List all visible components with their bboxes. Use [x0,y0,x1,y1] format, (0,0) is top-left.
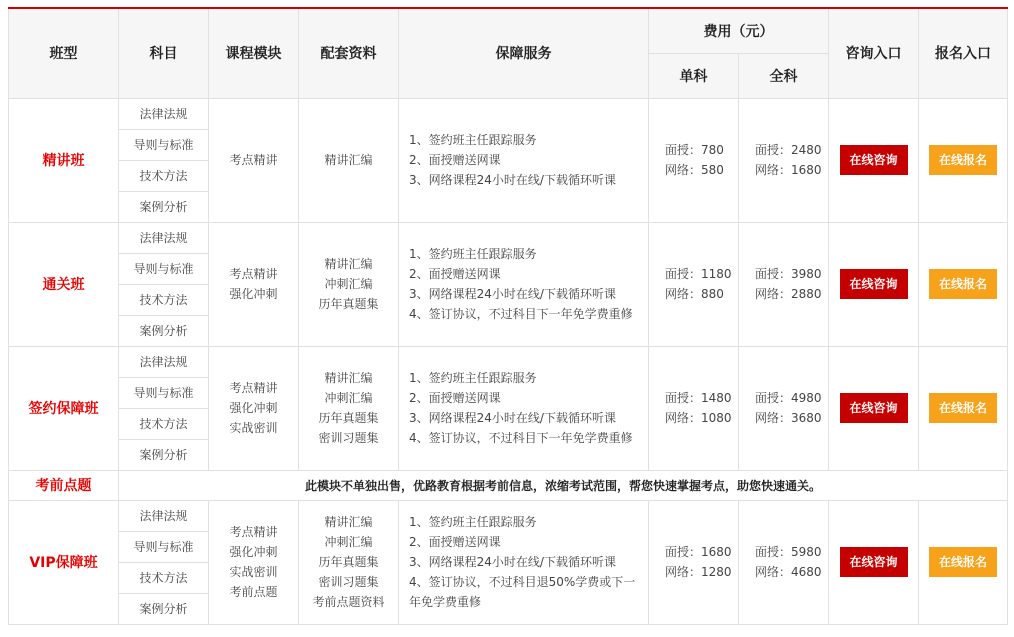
service-item: 年免学费重修 [409,595,482,609]
enroll-cell [919,500,1008,624]
price-line: 网络：2880 [755,287,822,301]
material-item: 精讲汇编 [324,257,373,271]
consult-cell [829,98,919,222]
enroll-cell [919,98,1008,222]
subject-item: 技术方法 [119,161,208,192]
header-class-type: 班型 [9,8,119,98]
service-item: 4、签订协议，不过科目下一年免学费重修 [409,307,633,321]
service-list [399,98,649,222]
module-item: 强化冲刺 [229,545,278,559]
header-fee: 费用（元） [649,8,829,53]
subject-item: 导则与标准 [119,378,208,409]
subject-item: 技术方法 [119,285,208,316]
service-list [399,222,649,346]
material-item: 精讲汇编 [324,153,373,167]
consult-button[interactable]: 在线咨询 [840,145,908,175]
header-consult: 咨询入口 [829,8,919,98]
service-item: 2、面授赠送网课 [409,391,501,405]
consult-button[interactable]: 在线咨询 [840,393,908,423]
price-line: 网络：580 [665,163,724,177]
consult-cell [829,500,919,624]
price-line: 网络：1080 [665,411,732,425]
header-service: 保障服务 [399,8,649,98]
enroll-button[interactable]: 在线报名 [929,547,997,577]
enroll-cell [919,346,1008,470]
enroll-button[interactable]: 在线报名 [929,269,997,299]
all-price [739,346,829,470]
price-line: 网络：1280 [665,565,732,579]
enroll-cell [919,222,1008,346]
table-body [9,98,1008,624]
header-enroll: 报名入口 [919,8,1008,98]
price-line: 面授：5980 [755,545,822,559]
special-row [9,470,1008,500]
service-item: 4、签订协议，不过科目退50%学费或下一 [409,575,636,589]
single-price [649,500,739,624]
subject-item: 案例分析 [139,199,188,214]
consult-button[interactable]: 在线咨询 [840,547,908,577]
subject-list [119,500,209,624]
price-line: 面授：4980 [755,391,822,405]
service-list [399,500,649,624]
consult-cell [829,346,919,470]
table-row [9,500,1008,624]
service-item: 3、网络课程24小时在线/下载循环听课 [409,173,616,187]
class-name: VIP保障班 [9,500,119,624]
header-materials: 配套资料 [299,8,399,98]
subject-item: 法律法规 [119,347,208,378]
price-line: 网络：3680 [755,411,822,425]
material-item: 精讲汇编 [324,515,373,529]
single-price [649,222,739,346]
price-line: 面授：1680 [665,545,732,559]
single-price [649,346,739,470]
price-line: 面授：780 [665,143,724,157]
module-list [209,222,299,346]
module-item: 强化冲刺 [229,401,278,415]
table-row [9,222,1008,346]
all-price [739,222,829,346]
price-line: 网络：1680 [755,163,822,177]
course-price-table [8,7,1008,625]
service-item: 4、签订协议，不过科目下一年免学费重修 [409,431,633,445]
material-item: 密训习题集 [318,431,379,445]
consult-button[interactable]: 在线咨询 [840,269,908,299]
material-item: 历年真题集 [318,555,379,569]
subject-item: 案例分析 [139,601,188,616]
module-item: 实战密训 [229,565,278,579]
material-item: 精讲汇编 [324,371,373,385]
class-name: 通关班 [9,222,119,346]
service-item: 2、面授赠送网课 [409,153,501,167]
service-item: 3、网络课程24小时在线/下载循环听课 [409,555,616,569]
module-item: 考点精讲 [229,525,278,539]
header-subject: 科目 [119,8,209,98]
subject-item: 导则与标准 [119,532,208,563]
single-price [649,98,739,222]
material-item: 冲刺汇编 [324,277,373,291]
table-row [9,98,1008,222]
subject-item: 导则与标准 [119,130,208,161]
module-list [209,500,299,624]
header-single: 单科 [649,53,739,98]
subject-item: 案例分析 [139,323,188,338]
consult-cell [829,222,919,346]
material-item: 密训习题集 [318,575,379,589]
material-item: 冲刺汇编 [324,535,373,549]
service-item: 3、网络课程24小时在线/下载循环听课 [409,287,616,301]
subject-item: 法律法规 [119,501,208,532]
subject-item: 技术方法 [119,409,208,440]
service-item: 1、签约班主任跟踪服务 [409,133,537,147]
service-item: 3、网络课程24小时在线/下载循环听课 [409,411,616,425]
materials-list [299,500,399,624]
subject-item: 导则与标准 [119,254,208,285]
module-item: 实战密训 [229,421,278,435]
materials-list [299,222,399,346]
price-line: 网络：4680 [755,565,822,579]
module-list [209,346,299,470]
module-item: 考点精讲 [229,267,278,281]
class-name: 签约保障班 [9,346,119,470]
service-item: 2、面授赠送网课 [409,267,501,281]
special-class-name: 考前点题 [9,470,119,500]
module-list [209,98,299,222]
material-item: 冲刺汇编 [324,391,373,405]
service-item: 1、签约班主任跟踪服务 [409,371,537,385]
header-module: 课程模块 [209,8,299,98]
subject-item: 案例分析 [139,447,188,462]
subject-list [119,98,209,222]
header-all: 全科 [739,53,829,98]
subject-item: 法律法规 [119,99,208,130]
price-line: 面授：1480 [665,391,732,405]
table-row [9,346,1008,470]
material-item: 考前点题资料 [312,595,385,609]
service-item: 1、签约班主任跟踪服务 [409,515,537,529]
module-item: 考点精讲 [229,381,278,395]
price-line: 面授：3980 [755,267,822,281]
subject-item: 技术方法 [119,563,208,594]
special-note: 此模块不单独出售，优路教育根据考前信息，浓缩考试范围，帮您快速掌握考点，助您快速通关。 [119,470,1008,500]
module-item: 考点精讲 [229,153,278,167]
all-price [739,98,829,222]
material-item: 历年真题集 [318,297,379,311]
price-line: 面授：2480 [755,143,822,157]
enroll-button[interactable]: 在线报名 [929,145,997,175]
subject-list [119,222,209,346]
price-line: 网络：880 [665,287,724,301]
service-list [399,346,649,470]
service-item: 2、面授赠送网课 [409,535,501,549]
material-item: 历年真题集 [318,411,379,425]
class-name: 精讲班 [9,98,119,222]
subject-list [119,346,209,470]
module-item: 考前点题 [229,585,278,599]
materials-list [299,98,399,222]
subject-item: 法律法规 [119,223,208,254]
materials-list [299,346,399,470]
all-price [739,500,829,624]
enroll-button[interactable]: 在线报名 [929,393,997,423]
module-item: 强化冲刺 [229,287,278,301]
service-item: 1、签约班主任跟踪服务 [409,247,537,261]
price-line: 面授：1180 [665,267,732,281]
